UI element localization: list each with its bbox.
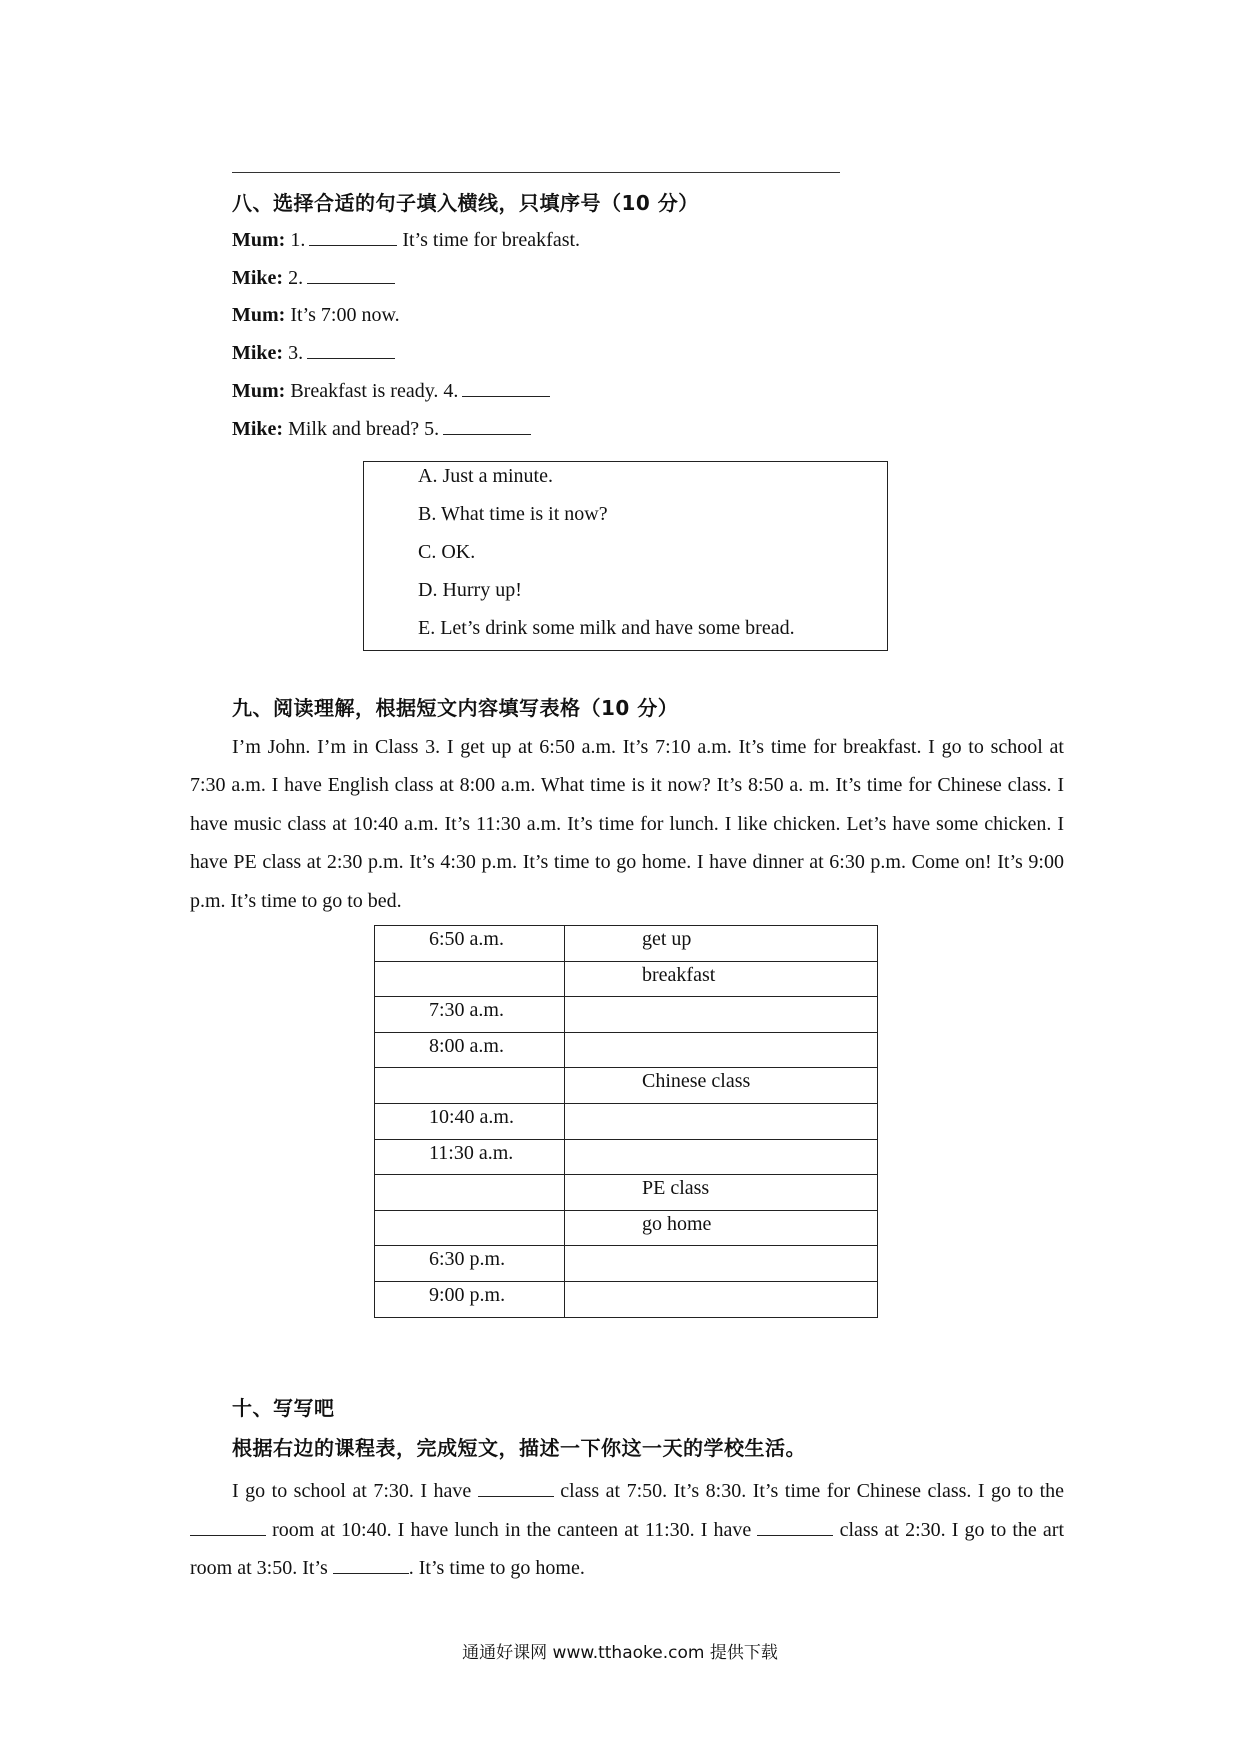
table-row	[375, 1032, 878, 1068]
dialogue-line-5	[232, 380, 550, 403]
table-row	[375, 1246, 878, 1282]
writing-blank[interactable]	[478, 1495, 554, 1497]
dialogue-line-4	[232, 342, 395, 365]
section8-heading: 八、选择合适的句子填入横线，只填序号（10 分）	[232, 191, 699, 215]
time-cell[interactable]	[375, 1068, 565, 1104]
table-row	[375, 1139, 878, 1175]
dialogue-line-1	[232, 229, 580, 252]
table-row	[375, 961, 878, 997]
writing-text: class at 7:50. It’s 8:30. It’s time for Chinese class. I go to the	[560, 1480, 1065, 1502]
option-a: A. Just a minute.	[418, 465, 553, 487]
speaker: Mike:	[232, 342, 284, 364]
activity-cell[interactable]	[565, 1281, 878, 1317]
section9-heading: 九、阅读理解，根据短文内容填写表格（10 分）	[232, 696, 679, 720]
time-cell[interactable]: 11:30 a.m.	[375, 1139, 565, 1175]
activity-cell[interactable]	[565, 1246, 878, 1282]
footer-source: 通通好课网 www.tthaoke.com 提供下载	[462, 1643, 778, 1663]
time-cell[interactable]: 8:00 a.m.	[375, 1032, 565, 1068]
activity-cell[interactable]	[565, 997, 878, 1033]
speaker: Mum:	[232, 229, 286, 251]
writing-blank[interactable]	[190, 1534, 266, 1536]
line-text: Breakfast is ready. 4.	[290, 380, 459, 402]
answer-blank[interactable]	[307, 357, 395, 359]
line-text: 3.	[288, 342, 304, 364]
writing-passage	[190, 1472, 1064, 1588]
option-c: C. OK.	[418, 541, 476, 563]
speaker: Mum:	[232, 304, 286, 326]
schedule-table	[374, 925, 878, 1318]
line-text: It’s time for breakfast.	[402, 229, 581, 251]
writing-text: . It’s time to go home.	[408, 1557, 585, 1580]
table-row	[375, 997, 878, 1033]
passage-text: I’m John. I’m in Class 3. I get up at 6:50 a.m. It’s 7:10 a.m. It’s time for breakfast. I go to school at 7:30 a.m. I have English class at 8:00 a.m. What time is it now? It’s 8:50 a. m. It’s time for Chinese class. I have music class at 10:40 a.m. It’s 11:30 a.m. It’s time for lunch. I like chicken. Let’s have some chicken. I have PE class at 2:30 p.m. It’s 4:30 p.m. It’s time to go home. I have dinner at 6:30 p.m. Come on! It’s 9:00 p.m. It’s time to go to bed.	[190, 736, 1064, 912]
reading-passage	[190, 728, 1064, 920]
time-cell[interactable]	[375, 1175, 565, 1211]
line-text: It’s 7:00 now.	[290, 304, 400, 326]
option-d: D. Hurry up!	[418, 579, 522, 601]
dialogue-line-2	[232, 267, 395, 290]
writing-blank[interactable]	[333, 1572, 409, 1574]
table-row	[375, 1210, 878, 1246]
dialogue-line-6	[232, 418, 531, 441]
speaker: Mum:	[232, 380, 286, 402]
table-row	[375, 1068, 878, 1104]
activity-cell[interactable]	[565, 1103, 878, 1139]
activity-cell[interactable]	[565, 1032, 878, 1068]
option-e: E. Let’s drink some milk and have some bread.	[418, 617, 795, 639]
answer-blank[interactable]	[309, 244, 397, 246]
line-text: Milk and bread? 5.	[288, 418, 440, 440]
dialogue-line-3	[232, 304, 400, 327]
writing-blank[interactable]	[757, 1534, 833, 1536]
activity-cell[interactable]	[565, 1139, 878, 1175]
activity-cell[interactable]: PE class	[565, 1175, 878, 1211]
time-cell[interactable]: 10:40 a.m.	[375, 1103, 565, 1139]
section10-instruction: 根据右边的课程表，完成短文，描述一下你这一天的学校生活。	[232, 1436, 806, 1460]
line-text: 2.	[288, 267, 304, 289]
time-cell[interactable]: 6:50 a.m.	[375, 926, 565, 962]
writing-text: class at 2:30. I go to the art room at 3:50. It’s	[190, 1518, 1064, 1580]
options-box	[363, 461, 888, 651]
time-cell[interactable]	[375, 961, 565, 997]
answer-blank[interactable]	[462, 395, 550, 397]
table-row	[375, 926, 878, 962]
writing-text: room at 10:40. I have lunch in the canteen at 11:30. I have	[272, 1518, 752, 1541]
activity-cell[interactable]: breakfast	[565, 961, 878, 997]
time-cell[interactable]: 9:00 p.m.	[375, 1281, 565, 1317]
table-row	[375, 1175, 878, 1211]
activity-cell[interactable]: get up	[565, 926, 878, 962]
time-cell[interactable]: 7:30 a.m.	[375, 997, 565, 1033]
table-row	[375, 1103, 878, 1139]
table-row	[375, 1281, 878, 1317]
answer-blank[interactable]	[307, 282, 395, 284]
option-b: B. What time is it now?	[418, 503, 608, 525]
speaker: Mike:	[232, 267, 284, 289]
time-cell[interactable]: 6:30 p.m.	[375, 1246, 565, 1282]
activity-cell[interactable]: go home	[565, 1210, 878, 1246]
section10-heading: 十、写写吧	[232, 1396, 335, 1420]
top-divider	[232, 172, 840, 173]
activity-cell[interactable]: Chinese class	[565, 1068, 878, 1104]
writing-text: I go to school at 7:30. I have	[232, 1480, 472, 1502]
speaker: Mike:	[232, 418, 284, 440]
time-cell[interactable]	[375, 1210, 565, 1246]
answer-blank[interactable]	[443, 433, 531, 435]
line-text: 1.	[290, 229, 306, 251]
